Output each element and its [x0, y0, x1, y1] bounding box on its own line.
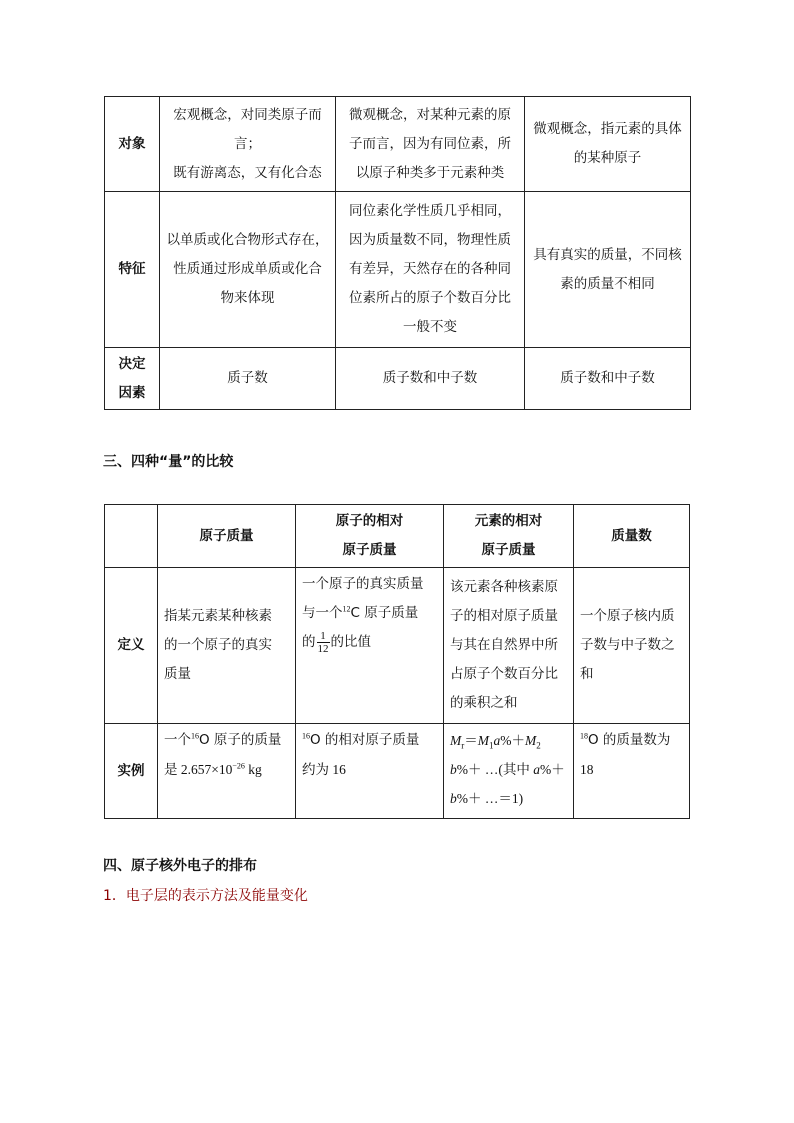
column-header: 原子的相对 原子质量	[296, 505, 444, 568]
table-row	[105, 192, 691, 348]
table-cell: 以单质或化合物形式存在， 性质通过形成单质或化合 物来体现	[160, 192, 336, 348]
row-label: 实例	[105, 724, 158, 819]
table-cell: 该元素各种核素原 子的相对原子质量 与其在自然界中所 占原子个数百分比 的乘积之和	[444, 568, 574, 724]
comparison-table-1	[104, 96, 691, 410]
fraction: $\frac{1}{12}$	[317, 629, 329, 655]
table-header-row	[105, 505, 690, 568]
table-cell: $M_r=M_1a\%+M_2$ b%＋ …(其中 a%＋ b%＋ …＝1)	[444, 724, 574, 819]
table-row	[105, 348, 691, 410]
column-header: 质量数	[574, 505, 690, 568]
row-label: 定义	[105, 568, 158, 724]
table-row	[105, 568, 690, 724]
table-cell: $^{18}$O 的质量数为 18	[574, 724, 690, 819]
table-cell: 宏观概念，对同类原子而言； 既有游离态，又有化合态	[160, 97, 336, 192]
row-label: 决定 因素	[105, 348, 160, 410]
column-header: 元素的相对 原子质量	[444, 505, 574, 568]
subsection-heading: 1．电子层的表示方法及能量变化	[103, 888, 308, 904]
table-row	[105, 97, 691, 192]
table-cell: 微观概念，指元素的具体 的某种原子	[525, 97, 691, 192]
column-header: 原子质量	[158, 505, 296, 568]
table-cell: 指某元素某种核素 的一个原子的真实 质量	[158, 568, 296, 724]
row-label: 对象	[105, 97, 160, 192]
table-cell: 质子数	[160, 348, 336, 410]
row-label: 特征	[105, 192, 160, 348]
table-cell: $^{16}$O 的相对原子质量 约为 16	[296, 724, 444, 819]
table-cell: 一个原子核内质 子数与中子数之 和	[574, 568, 690, 724]
section-heading: 三、四种“量”的比较	[103, 454, 234, 470]
section-heading: 四、原子核外电子的排布	[103, 858, 257, 874]
table-cell: 微观概念，对某种元素的原 子而言，因为有同位素，所 以原子种类多于元素种类	[336, 97, 525, 192]
table-cell: 质子数和中子数	[336, 348, 525, 410]
table-cell: 一个原子的真实质量 与一个$^{12}$C 原子质量 的 $\frac{1}{12}$ 的比值	[296, 568, 444, 724]
table-cell: 一个$^{16}$O 原子的质量 是 $2.657\times 10^{-26}$ kg	[158, 724, 296, 819]
comparison-table-2	[104, 504, 690, 819]
table-cell: 具有真实的质量，不同核 素的质量不相同	[525, 192, 691, 348]
table-cell: 质子数和中子数	[525, 348, 691, 410]
empty-header-cell	[105, 505, 158, 568]
table-row	[105, 724, 690, 819]
table-cell: 同位素化学性质几乎相同， 因为质量数不同，物理性质 有差异，天然存在的各种同 位素所占的原子个数百分比 一般不变	[336, 192, 525, 348]
